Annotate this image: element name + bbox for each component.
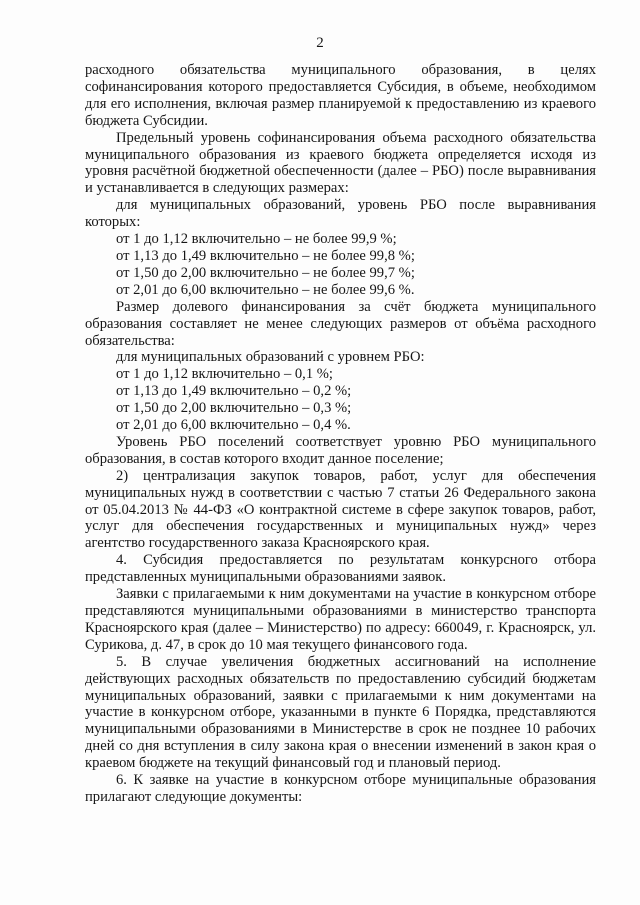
list-item-share: от 2,01 до 6,00 включительно – 0,4 %.: [116, 417, 351, 434]
page-number: 2: [316, 35, 324, 51]
list-item-rbo-heading: для муниципальных образований с уровнем РБО:: [116, 349, 425, 366]
paragraph-clause-6: 6. К заявке на участие в конкурсном отборе муниципальные образования прилагают следующие документы:: [85, 772, 596, 805]
paragraph-applications-submission: Заявки с прилагаемыми к ним документами на участие в конкурсном отборе представляются муниципальными образованиями в министерство транспорта Красноярского края (далее – Министерство) по адресу: 660049, г. Красноярск, ул. Сурикова, д. 47, в срок до 10 мая текущего финансового года.: [85, 586, 596, 653]
list-item-rbo-limit: от 2,01 до 6,00 включительно – не более 99,6 %.: [116, 281, 415, 298]
paragraph-share-financing: Размер долевого финансирования за счёт бюджета муниципального образования составляет не менее следующих размеров от объёма расходного обязательства:: [85, 298, 596, 349]
list-item-share: от 1 до 1,12 включительно – 0,1 %;: [116, 366, 333, 383]
list-item-rbo-limit: от 1,50 до 2,00 включительно – не более 99,7 %;: [116, 264, 415, 281]
document-body: [85, 62, 596, 806]
paragraph-continuation: расходного обязательства муниципального образования, в целях софинансирования которого предоставляется Субсидия, в объеме, необходимом для его исполнения, включая размер планируемой к предоставлению из краевого бюджета Субсидии.: [85, 62, 596, 129]
paragraph-settlements-rbo: Уровень РБО поселений соответствует уровню РБО муниципального образования, в состав которого входит данное поселение;: [85, 433, 596, 467]
paragraph-procurement-centralization: 2) централизация закупок товаров, работ, услуг для обеспечения муниципальных нужд в соответствии с частью 7 статьи 26 Федерального закона от 05.04.2013 № 44-ФЗ «О контрактной системе в сфере закупок товаров, работ, услуг для обеспечения государственных и муниципальных нужд» через агентство государственного заказа Красноярского края.: [85, 467, 596, 552]
list-item-share: от 1,50 до 2,00 включительно – 0,3 %;: [116, 400, 352, 417]
paragraph-clause-4: 4. Субсидия предоставляется по результатам конкурсного отбора представленных муниципальными образованиями заявок.: [85, 552, 596, 586]
paragraph-clause-5: 5. В случае увеличения бюджетных ассигнований на исполнение действующих расходных обязательств по предоставлению субсидий бюджетам муниципальных образований, заявки с прилагаемыми к ним документами на участие в конкурсном отборе, указанными в пункте 6 Порядка, представляются муниципальными образованиями в Министерстве в срок не позднее 10 рабочих дней со дня вступления в силу закона края о внесении изменений в закон края о краевом бюджете на текущий финансовый год и плановый период.: [85, 653, 596, 772]
list-item-rbo-limit: от 1 до 1,12 включительно – не более 99,9 %;: [116, 231, 397, 248]
paragraph-rbo-intro: для муниципальных образований, уровень РБО после выравнивания которых:: [85, 197, 596, 231]
paragraph-cofinancing-limit: Предельный уровень софинансирования объема расходного обязательства муниципального образования из краевого бюджета определяется исходя из уровня расчётной бюджетной обеспеченности (далее – РБО) после выравнивания и устанавливается в следующих размерах:: [85, 129, 596, 197]
list-item-share: от 1,13 до 1,49 включительно – 0,2 %;: [116, 383, 352, 400]
list-item-rbo-limit: от 1,13 до 1,49 включительно – не более 99,8 %;: [116, 247, 415, 264]
